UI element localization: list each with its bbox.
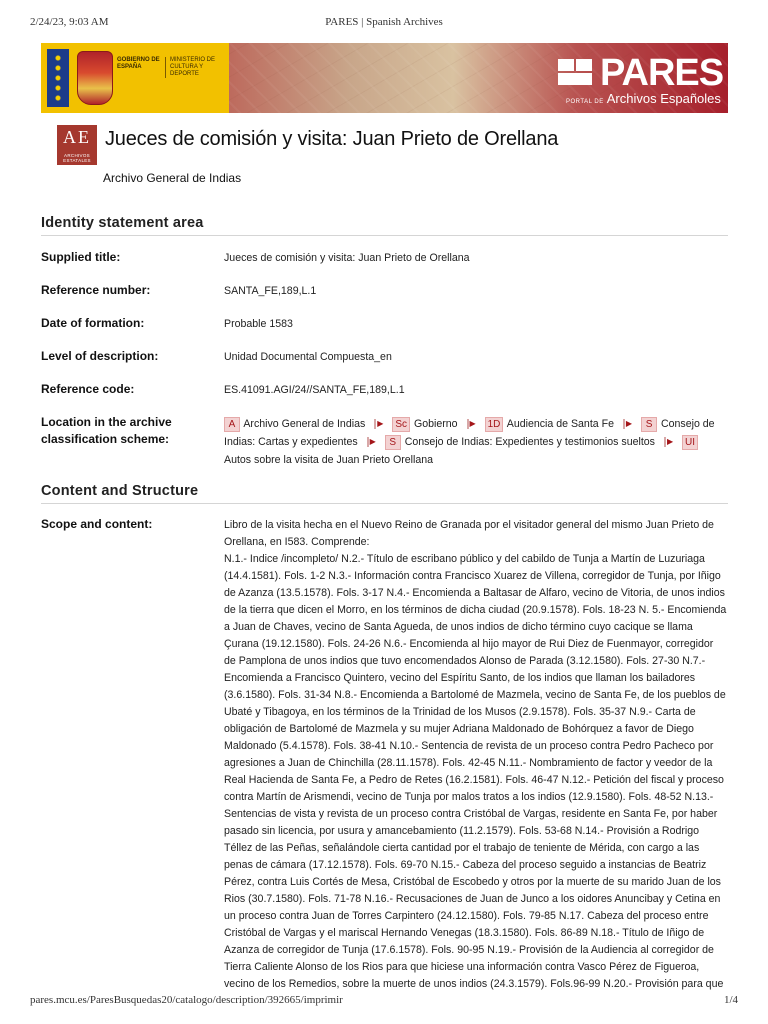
level-icon-fonds: A xyxy=(224,417,240,432)
print-footer xyxy=(30,994,738,1008)
eu-flag-icon xyxy=(47,49,69,107)
ae-caption: ARCHIVOS ESTATALES xyxy=(63,153,91,163)
level-icon-series: S xyxy=(641,417,657,432)
pares-wordmark: PARES xyxy=(600,52,724,94)
level-icon-series: S xyxy=(385,435,401,450)
supplied-title-value: Jueces de comisión y visita: Juan Prieto de Orellana xyxy=(224,252,470,264)
print-page-title: PARES | Spanish Archives xyxy=(325,16,443,28)
scope-content xyxy=(224,517,728,993)
breadcrumb-separator-icon: ▶ xyxy=(623,415,632,433)
level-icon-subfonds: Sc xyxy=(392,417,410,432)
title-row xyxy=(57,125,728,169)
location-label xyxy=(41,414,211,448)
pares-banner[interactable] xyxy=(41,43,728,113)
breadcrumb-link-archive[interactable]: Archivo General de Indias xyxy=(243,418,366,430)
gov-name: GOBIERNO DE ESPAÑA xyxy=(117,57,160,70)
portal-prefix: PORTAL DE xyxy=(566,99,604,105)
pares-logo[interactable] xyxy=(558,52,724,106)
print-url: pares.mcu.es/ParesBusquedas20/catalogo/description/392665/imprimir xyxy=(30,994,343,1006)
coat-of-arms-icon xyxy=(77,51,113,105)
breadcrumb-separator-icon: ▶ xyxy=(374,415,383,433)
ae-letters: AE xyxy=(63,127,91,147)
location-label-line1: Location in the archive xyxy=(41,415,172,429)
reference-code-value: ES.41091.AGI/24//SANTA_FE,189,L.1 xyxy=(224,384,405,396)
level-icon-unit: UI xyxy=(682,435,698,450)
page-title: Jueces de comisión y visita: Juan Prieto de Orellana xyxy=(105,128,559,150)
classification-breadcrumb xyxy=(224,415,728,469)
pares-squares-icon xyxy=(558,59,596,87)
level-icon-division: 1D xyxy=(485,417,504,432)
print-date: 2/24/23, 9:03 AM xyxy=(30,16,109,28)
archive-name: Archivo General de Indias xyxy=(103,171,242,185)
scope-intro: Libro de la visita hecha en el Nuevo Reino de Granada por el visitador general del mismo Juan Prieto de Orellana, en I583. Comprende: xyxy=(224,519,714,548)
content-section-heading xyxy=(41,483,728,504)
reference-number-label: Reference number: xyxy=(41,283,151,297)
breadcrumb-separator-icon: ▶ xyxy=(664,433,673,451)
scope-label: Scope and content: xyxy=(41,517,153,531)
reference-code-label: Reference code: xyxy=(41,382,135,396)
archivos-estatales-logo xyxy=(57,125,97,165)
breadcrumb-link-cartas[interactable]: Consejo de Indias: Cartas y expedientes xyxy=(224,418,715,449)
breadcrumb-link-expedientes[interactable]: Consejo de Indias: Expedientes y testimonios sueltos xyxy=(404,436,655,449)
supplied-title-label: Supplied title: xyxy=(41,250,121,264)
reference-number-value: SANTA_FE,189,L.1 xyxy=(224,285,317,297)
breadcrumb-link-audiencia[interactable]: Audiencia de Santa Fe xyxy=(506,418,614,430)
breadcrumb-separator-icon: ▶ xyxy=(367,433,376,451)
portal-subtitle xyxy=(566,91,721,106)
government-logo[interactable] xyxy=(41,43,229,113)
print-header xyxy=(30,16,738,30)
date-of-formation-label: Date of formation: xyxy=(41,316,145,330)
level-of-description-label: Level of description: xyxy=(41,349,159,363)
breadcrumb-link-autos[interactable]: Autos sobre la visita de Juan Prieto Orellana xyxy=(224,454,434,467)
identity-heading: Identity statement area xyxy=(41,215,728,236)
location-label-line2: classification scheme: xyxy=(41,432,170,446)
print-page-number: 1/4 xyxy=(723,994,738,1006)
level-of-description-value: Unidad Documental Compuesta_en xyxy=(224,351,392,363)
breadcrumb-link-gobierno[interactable]: Gobierno xyxy=(413,418,458,430)
date-of-formation-value: Probable 1583 xyxy=(224,318,293,330)
content-heading: Content and Structure xyxy=(41,483,728,504)
breadcrumb-separator-icon: ▶ xyxy=(467,415,476,433)
portal-name: Archivos Españoles xyxy=(606,91,721,106)
ministry-name: MINISTERIO DE CULTURA Y DEPORTE xyxy=(165,57,230,78)
identity-section-heading xyxy=(41,215,728,236)
scope-body: N.1.- Indice /incompleto/ N.2.- Título de escribano público y del cabildo de Tunja a Martín de Luzuriaga (14.4.1581). Fols. 1-2 N.3.- Información contra Francisco Xuarez de Villena, corregidor de Tunja, por Iñigo de Azanza (13.5.1578). Fols. 3-17 N.4.- Encomienda a Baltasar de Alfaro, vecino de Vitoria, de unos indios de la tierra que dicen el Morro, en los términos de dicha ciudad (20.9.1578). Fols. 18-23 N. 5.- Encomienda a Juan de Chaves, vecino de Santa Agueda, de unos indios de dicho término cuyo cacique se llama Çurana (19.12.1580). Fols. 24-26 N.6.- Encomienda al hijo mayor de Rui Diez de Fuenmayor, corregidor de Pamplona de unos indios que tuvo encomendados Alonso de Parada (3.12.1580). Fols. 27-30 N.7.- Encomienda a Francisco Quintero, vecino del Espíritu Santo, de los indios que llaman los bailadores (3.6.1580). Fols. 31-34 N.8.- Encomienda a Bartolomé de Mazmela, vecino de Santa Fe, de los pueblos de Ubaté y Tibagoya, en los términos de la Trinidad de los Musos (2.9.1578). Fols. 35-37 N.9.- Carta de obligación de Bartolomé de Mazmela y su mujer Adriana Maldonado de Bohórquez a favor de Diego Maldonado (5.4.1578). Fols. 38-41 N.10.- Sentencia de revista de un proceso contra Pedro Pacheco por agresiones a Juan de Chinchilla (28.11.1578). Fols. 42-45 N.11.- Nombramiento de factor y veedor de la Real Hacienda de Santa Fe, a Pedro de Retes (16.2.1581). Fols. 46-47 N.12.- Petición del fiscal y proceso contra Martín de Arismendi, vecino de Tunja por malos tratos a los indios (12.9.1580). Fols. 48-52 N.13.- Sentencias de vista y revista de un proceso contra Cristóbal de Vargas, residente en Santa Fe, por haber pasado sin licencia, por usura y amancebamiento (11.2.1579). Fols. 53-68 N.14.- Provisión a Rodrigo Téllez de las Peñas, señalándole cierta cantidad por el trabajo de teniente de Mérida, con cargo a las penas de cámara (17.12.1578). Fols. 69-70 N.15.- Cabeza del proceso seguido a instancias de Beatriz Pérez, contra Luis Cortés de Mesa, Cristóbal de Escobedo y otros por la muerte de su marido Juan de los Rios (30.7.1580). Fols. 71-78 N.16.- Recusaciones de Juan de Junco a los oidores Anuncibay y Cetina en un proceso contra Juan de Torres Carpintero (24.12.1580). Fols. 79-85 N.17. Cabeza del proceso entre Cristóbal de Vargas y el mariscal Hernando Venegas (18.3.1580). Fols. 86-89 N.18.- Título de Iñigo de Azanza de corregidor de Tunja (17.6.1578). Fols. 90-95 N.19.- Provisión de la Audiencia al corregidor de Tierra Caliente Alonso de los Rios para que hiciese una información contra Vasco Pérez de Figueroa, vecino de los Remedios, sobre la muerte de unos indios (24.3.1579). Fols.96-99 N.20.- Provisión para que xyxy=(224,553,727,990)
